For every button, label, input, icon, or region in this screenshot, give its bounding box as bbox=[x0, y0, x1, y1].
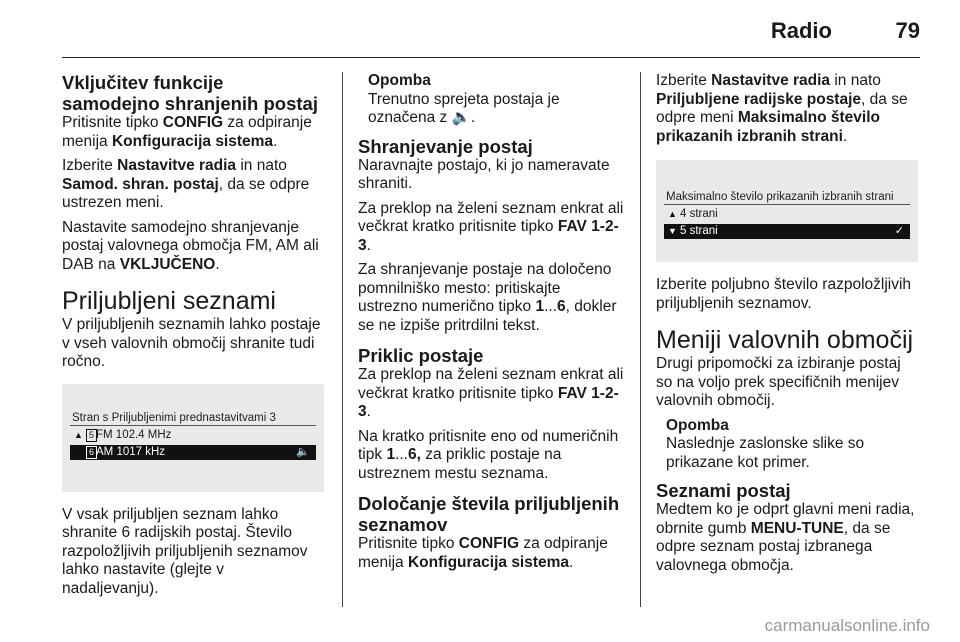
list-item: ▲ 4 strani bbox=[668, 208, 718, 220]
paragraph: Drugi pripomočki za izbiranje postaj so na voljo prek specifičnih menijev valovnih območij. bbox=[656, 355, 901, 409]
screen-title: Maksimalno število prikazanih izbranih strani bbox=[664, 190, 910, 205]
page-number: 79 bbox=[895, 18, 920, 43]
paragraph: Za preklop na želeni seznam enkrat ali večkrat kratko pritisnite tipko FAV 1-2-3. bbox=[358, 199, 624, 254]
paragraph: Pritisnite tipko CONFIG za odpiranje menija Konfiguracija sistema. bbox=[62, 114, 312, 150]
note-box bbox=[368, 72, 624, 128]
heading-autostore: Vključitev funkcije samodejno shranjenih postaj bbox=[62, 72, 318, 114]
column-middle bbox=[358, 72, 624, 578]
heading-recall: Priklic postaje bbox=[358, 345, 484, 366]
header-rule bbox=[62, 57, 920, 58]
preset-number: 6 bbox=[86, 446, 97, 459]
note-title: Opomba bbox=[666, 416, 729, 434]
heading-favourites: Priljubljeni seznami bbox=[62, 287, 276, 315]
paragraph: Pritisnite tipko CONFIG za odpiranje menija Konfiguracija sistema. bbox=[358, 535, 608, 571]
favourites-screen-image bbox=[62, 384, 324, 492]
paragraph: Izberite poljubno število razpoložljivih priljubljenih seznamov. bbox=[656, 276, 912, 312]
column-right bbox=[656, 72, 918, 581]
watermark-text: carmanualsonline.info bbox=[764, 616, 930, 635]
paragraph: Za preklop na želeni seznam enkrat ali večkrat kratko pritisnite tipko FAV 1-2-3. bbox=[358, 366, 624, 420]
arrow-up-icon: ▲ bbox=[74, 429, 83, 440]
column-divider bbox=[640, 72, 641, 607]
paragraph: Izberite Nastavitve radia in nato Priljubljene radijske postaje, da se odpre meni Maksimalno število prikazanih izbranih strani. bbox=[656, 72, 908, 145]
paragraph: Nastavite samodejno shranjevanje postaj valovnega območja FM, AM ali DAB na VKLJUČENO. bbox=[62, 218, 319, 273]
checkmark-icon: ✓ bbox=[894, 225, 904, 237]
list-item-selected: ▼ 5 strani ✓ bbox=[664, 224, 910, 239]
speaker-icon: 🔈 bbox=[296, 445, 310, 458]
heading-count: Določanje števila priljubljenih seznamov bbox=[358, 493, 620, 535]
paragraph: Medtem ko je odprt glavni meni radia, obrnite gumb MENU-TUNE, da se odpre seznam postaj izbranega valovnega območja. bbox=[656, 501, 915, 574]
paragraph: Za shranjevanje postaje na določeno pomnilniško mesto: pritiskajte ustrezno numerično tipko 1...6, dokler se ne izpiše pritrdilni tekst. bbox=[358, 261, 617, 334]
page-title: Radio bbox=[770, 18, 832, 43]
page-header bbox=[0, 0, 960, 60]
note-title: Opomba bbox=[368, 72, 431, 89]
screen-title: Stran s Priljubljenimi prednastavitvami 3 bbox=[70, 411, 316, 426]
column-left bbox=[62, 72, 324, 604]
max-pages-screen-image bbox=[656, 160, 918, 262]
paragraph: V vsak priljubljen seznam lahko shranite 6 radijskih postaj. Število razpoložljivih priljubljenih seznamov lahko nastavite (glejte v nadaljevanju). bbox=[62, 505, 308, 597]
heading-lists: Seznami postaj bbox=[656, 480, 791, 501]
list-item-selected: 6 AM 1017 kHz 🔈 bbox=[70, 445, 316, 460]
heading-store: Shranjevanje postaj bbox=[358, 135, 533, 157]
paragraph: V priljubljenih seznamih lahko postaje v vseh valovnih območij shranite tudi ročno. bbox=[62, 316, 321, 370]
note-box bbox=[666, 417, 918, 473]
paragraph: Naravnajte postajo, ki jo nameravate shraniti. bbox=[358, 156, 610, 192]
note-text: Naslednje zaslonske slike so prikazane kot primer. bbox=[666, 435, 865, 471]
arrow-up-icon: ▲ bbox=[668, 209, 677, 219]
heading-bands: Meniji valovnih območij bbox=[656, 326, 914, 354]
preset-number: 5 bbox=[86, 429, 97, 442]
column-divider bbox=[342, 72, 343, 607]
paragraph: Na kratko pritisnite eno od numeričnih tipk 1...6, za priklic postaje na ustreznem mestu seznama. bbox=[358, 427, 619, 482]
list-item: ▲ 5 FM 102.4 MHz bbox=[74, 428, 172, 441]
arrow-down-icon: ▼ bbox=[668, 226, 677, 236]
note-text: Trenutno sprejeta postaja je označena z 🔈. bbox=[368, 90, 560, 126]
paragraph: Izberite Nastavitve radia in nato Samod. shran. postaj, da se odpre ustrezen meni. bbox=[62, 157, 310, 211]
